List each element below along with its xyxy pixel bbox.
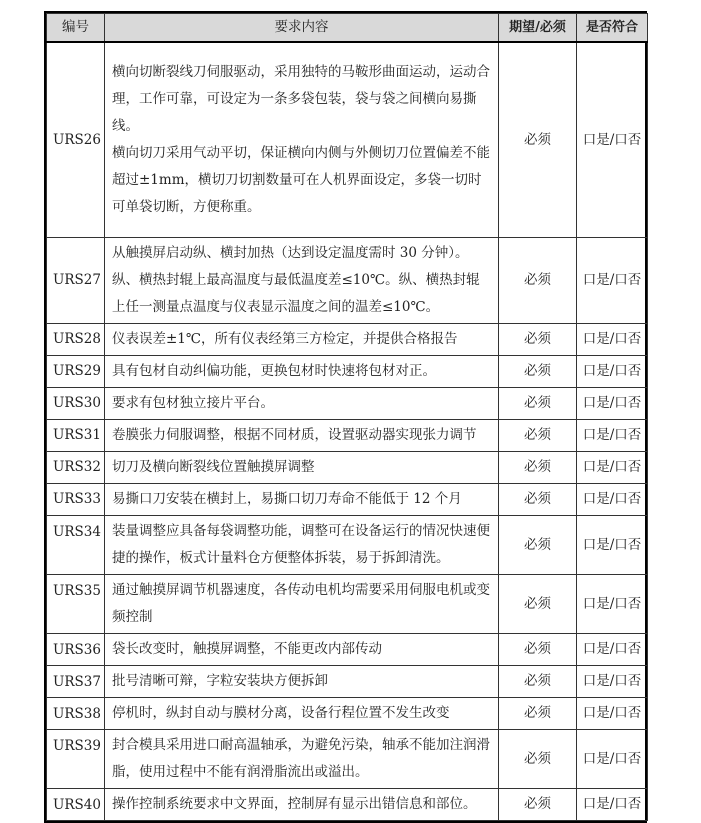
need-level: 必须 — [499, 516, 577, 575]
requirement-paragraph: 易撕口刀安装在横封上，易撕口切刀寿命不能低于 12 个月 — [112, 491, 462, 507]
requirement-text — [105, 484, 499, 516]
need-level: 必须 — [499, 484, 577, 516]
table-row — [47, 356, 648, 388]
need-level: 必须 — [499, 420, 577, 452]
requirement-id: URS26 — [47, 42, 105, 238]
requirement-id: URS40 — [47, 789, 105, 821]
table-row — [47, 324, 648, 356]
requirement-text — [105, 789, 499, 821]
need-level: 必须 — [499, 634, 577, 666]
requirement-paragraph: 要求有包材独立接片平台。 — [112, 395, 274, 411]
table-row — [47, 42, 648, 238]
table-row — [47, 388, 648, 420]
requirements-table — [46, 13, 648, 821]
table-row — [47, 238, 648, 324]
requirement-paragraph: 卷膜张力伺服调整，根据不同材质，设置驱动器实现张力调节 — [112, 427, 477, 443]
table-row — [47, 575, 648, 634]
table-row — [47, 634, 648, 666]
requirement-id: URS28 — [47, 324, 105, 356]
compliance-checkbox[interactable]: 口是/口否 — [577, 789, 648, 821]
requirement-paragraph: 装量调整应具备每袋调整功能，调整可在设备运行的情况快速便捷的操作，板式计量料仓方便整体拆装，易于拆卸清洗。 — [112, 523, 490, 566]
requirement-text — [105, 238, 499, 324]
need-level: 必须 — [499, 324, 577, 356]
requirement-paragraph: 具有包材自动纠偏功能，更换包材时快速将包材对正。 — [112, 363, 436, 379]
compliance-checkbox[interactable]: 口是/口否 — [577, 42, 648, 238]
requirement-text — [105, 324, 499, 356]
need-level: 必须 — [499, 42, 577, 238]
header-need: 期望/必须 — [499, 14, 577, 43]
requirements-table-frame — [44, 11, 647, 823]
table-header-row — [47, 14, 648, 43]
compliance-checkbox[interactable]: 口是/口否 — [577, 356, 648, 388]
compliance-checkbox[interactable]: 口是/口否 — [577, 634, 648, 666]
requirement-text — [105, 575, 499, 634]
requirement-text — [105, 420, 499, 452]
requirement-id: URS32 — [47, 452, 105, 484]
table-row — [47, 452, 648, 484]
requirement-text — [105, 516, 499, 575]
table-row — [47, 516, 648, 575]
table-row — [47, 666, 648, 698]
table-row — [47, 420, 648, 452]
requirement-paragraph: 从触摸屏启动纵、横封加热（达到设定温度需时 30 分钟）。纵、横热封辊上最高温度与最低温度差≤10℃。纵、横热封辊上任一测量点温度与仪表显示温度之间的温差≤10℃。 — [112, 245, 480, 315]
requirement-text — [105, 730, 499, 789]
need-level: 必须 — [499, 238, 577, 324]
requirement-paragraph: 横向切断裂线刀伺服驱动，采用独特的马鞍形曲面运动，运动合理，工作可靠，可设定为一条多袋包装，袋与袋之间横向易撕线。 — [112, 64, 490, 134]
header-requirement: 要求内容 — [105, 14, 499, 43]
need-level: 必须 — [499, 388, 577, 420]
requirement-paragraph: 批号清晰可辩，字粒安装块方便拆卸 — [112, 673, 328, 689]
table-row — [47, 789, 648, 821]
compliance-checkbox[interactable]: 口是/口否 — [577, 388, 648, 420]
requirement-paragraph: 停机时，纵封自动与膜材分离，设备行程位置不发生改变 — [112, 705, 450, 721]
requirement-text — [105, 452, 499, 484]
requirement-id: URS27 — [47, 238, 105, 324]
table-row — [47, 730, 648, 789]
requirement-text — [105, 634, 499, 666]
requirement-text — [105, 388, 499, 420]
need-level: 必须 — [499, 730, 577, 789]
requirement-id: URS34 — [47, 516, 105, 575]
requirement-text — [105, 698, 499, 730]
compliance-checkbox[interactable]: 口是/口否 — [577, 698, 648, 730]
compliance-checkbox[interactable]: 口是/口否 — [577, 516, 648, 575]
requirement-id: URS36 — [47, 634, 105, 666]
header-id: 编号 — [47, 14, 105, 43]
need-level: 必须 — [499, 666, 577, 698]
requirement-id: URS37 — [47, 666, 105, 698]
need-level: 必须 — [499, 698, 577, 730]
requirement-text — [105, 666, 499, 698]
compliance-checkbox[interactable]: 口是/口否 — [577, 452, 648, 484]
table-row — [47, 484, 648, 516]
need-level: 必须 — [499, 452, 577, 484]
requirement-paragraph: 通过触摸屏调节机器速度，各传动电机均需要采用伺服电机或变频控制 — [112, 582, 490, 625]
compliance-checkbox[interactable]: 口是/口否 — [577, 575, 648, 634]
compliance-checkbox[interactable]: 口是/口否 — [577, 730, 648, 789]
requirement-id: URS30 — [47, 388, 105, 420]
requirement-id: URS38 — [47, 698, 105, 730]
requirement-text — [105, 356, 499, 388]
requirement-paragraph: 封合模具采用进口耐高温轴承，为避免污染，轴承不能加注润滑脂，使用过程中不能有润滑脂流出或溢出。 — [112, 737, 490, 780]
compliance-checkbox[interactable]: 口是/口否 — [577, 324, 648, 356]
compliance-checkbox[interactable]: 口是/口否 — [577, 238, 648, 324]
requirement-paragraph: 横向切刀采用气动平切，保证横向内侧与外侧切刀位置偏差不能超过±1mm，横切刀切割数量可在人机界面设定，多袋一切时可单袋切断，方便称重。 — [112, 145, 490, 215]
need-level: 必须 — [499, 789, 577, 821]
compliance-checkbox[interactable]: 口是/口否 — [577, 666, 648, 698]
requirement-id: URS39 — [47, 730, 105, 789]
need-level: 必须 — [499, 356, 577, 388]
header-compliance: 是否符合 — [577, 14, 648, 43]
requirement-paragraph: 操作控制系统要求中文界面，控制屏有显示出错信息和部位。 — [112, 796, 477, 812]
requirement-paragraph: 仪表误差±1℃，所有仪表经第三方检定，并提供合格报告 — [112, 331, 458, 347]
need-level: 必须 — [499, 575, 577, 634]
compliance-checkbox[interactable]: 口是/口否 — [577, 420, 648, 452]
requirement-text — [105, 42, 499, 238]
compliance-checkbox[interactable]: 口是/口否 — [577, 484, 648, 516]
requirement-id: URS33 — [47, 484, 105, 516]
table-row — [47, 698, 648, 730]
requirement-paragraph: 切刀及横向断裂线位置触摸屏调整 — [112, 459, 315, 475]
requirement-id: URS35 — [47, 575, 105, 634]
requirement-id: URS29 — [47, 356, 105, 388]
requirement-paragraph: 袋长改变时，触摸屏调整，不能更改内部传动 — [112, 641, 382, 657]
requirement-id: URS31 — [47, 420, 105, 452]
